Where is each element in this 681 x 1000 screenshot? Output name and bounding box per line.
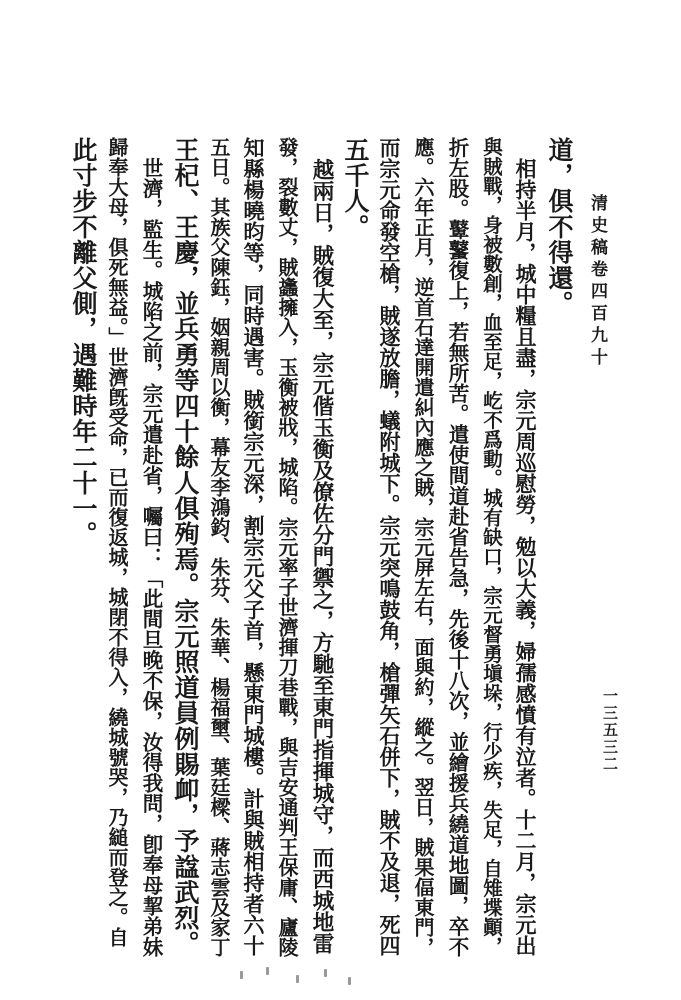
- text-column-11: 五日。其族父陳鈺，姻親周以衡，幕友李鴻鈞、朱芬、朱華、楊福壐、葉廷樑、蔣志雲及家丁: [207, 137, 231, 957]
- print-marks: [236, 965, 356, 989]
- text-column-9: 發，裂數丈，賊蠭擁入，玉衡被戕，城陷。宗元率子世濟揮刀巷戰，與吉安通判王保庸、廬陵: [275, 137, 299, 957]
- running-title: 清史稿卷四百九十: [587, 194, 607, 370]
- text-column-4: 折左股。鼙鼜復上，若無所苦。遣使間道赴省告急，先後十八次，並繪援兵繞道地圖，卒不: [445, 137, 469, 957]
- text-column-10: 知縣楊曉昀等，同時遇害。賊銜宗元深，割宗元父子首，懸東門城樓。計與賊相持者六十: [241, 137, 266, 956]
- text-column-14: 歸奉大母，俱死無益。」世濟旣受命，已而復返城，城閉不得入，繞城號哭，乃縋而登之。自: [105, 137, 129, 947]
- text-column-15: 此寸步不離父側，遇難時年二十一。: [69, 137, 98, 547]
- text-column-8: 越兩日，賊復大至，宗元偕玉衡及僚佐分門禦之，方馳至東門指揮城守，而西城地雷: [309, 137, 334, 954]
- text-column-5: 應。六年正月，逆首石達開遣糾內應之賊，宗元屏左右，面與約，縱之。翌日，賊果偪東門，: [411, 137, 435, 957]
- text-column-12: 王杞、王慶，並兵勇等四十餘人俱殉焉。宗元照道員例賜卹，予諡武烈。: [171, 137, 200, 957]
- page-number: 一三五三二: [601, 688, 619, 773]
- text-column-7: 五千人。: [341, 137, 370, 240]
- text-column-1: 道，俱不得還。: [545, 137, 574, 317]
- text-column-13: 世濟，監生。城陷之前，宗元遣赴省，囑曰：「此間旦晚不保，汝得我問，卽奉母挈弟妹: [139, 137, 163, 957]
- text-column-3: 與賊戰，身被數創，血至足，屹不爲動。城有缺口，宗元督勇塡垛，行少疾，失足，自雉堞顚，: [480, 137, 503, 956]
- text-column-6: 而宗元命發空槍，賊遂放膽，蟻附城下。宗元突鳴鼓角，槍彈矢石併下，賊不及退，死四: [377, 137, 402, 956]
- text-column-2: 相持半月，城中糧且盡，宗元周巡慰勞，勉以大義，婦孺感憤有泣者。十二月，宗元出: [513, 137, 538, 956]
